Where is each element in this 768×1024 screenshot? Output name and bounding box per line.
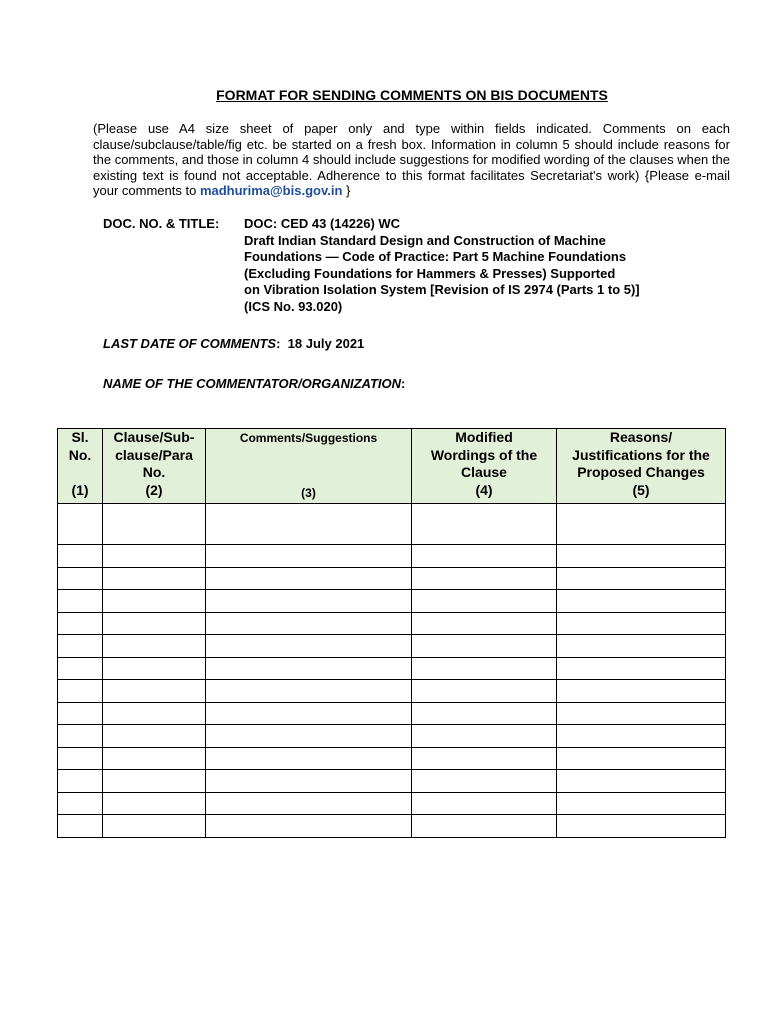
table-cell[interactable] (206, 590, 412, 613)
table-cell[interactable] (206, 504, 412, 545)
header-label: Proposed Changes (577, 464, 705, 480)
table-cell[interactable] (103, 635, 206, 658)
header-number: (4) (475, 481, 493, 498)
table-cell[interactable] (412, 612, 557, 635)
last-date-label: LAST DATE OF COMMENTS (103, 336, 277, 351)
table-cell[interactable] (103, 657, 206, 680)
header-clause (103, 429, 206, 504)
table-row (58, 545, 726, 568)
table-cell[interactable] (58, 612, 103, 635)
header-modified-wordings (412, 429, 557, 504)
table-cell[interactable] (206, 657, 412, 680)
header-label: Justifications for the (572, 446, 710, 463)
table-cell[interactable] (206, 702, 412, 725)
table-cell[interactable] (557, 504, 726, 545)
table-row (58, 770, 726, 793)
table-cell[interactable] (103, 792, 206, 815)
table-cell[interactable] (557, 635, 726, 658)
header-label: Wordings of the (430, 446, 538, 463)
table-cell[interactable] (58, 567, 103, 590)
table-row (58, 815, 726, 838)
header-reasons (557, 429, 726, 504)
table-cell[interactable] (412, 567, 557, 590)
table-cell[interactable] (557, 680, 726, 703)
header-label: Comments/Suggestions (239, 431, 378, 445)
table-cell[interactable] (58, 657, 103, 680)
doc-details (103, 216, 743, 315)
instructions-paragraph (93, 121, 730, 199)
table-cell[interactable] (103, 680, 206, 703)
doc-title-line: (Excluding Foundations for Hammers & Presses) Supported (244, 265, 616, 281)
table-row (58, 635, 726, 658)
doc-title (244, 233, 743, 316)
table-row (58, 702, 726, 725)
table-cell[interactable] (103, 545, 206, 568)
table-cell[interactable] (206, 545, 412, 568)
instructions-text: (Please use A4 size sheet of paper only and type within fields indicated. Comments on each clause/subclause/table/fig etc. be started on a fresh box. Information in column 5 should include reasons for the comments, and those in column 4 should include suggestions for modified wording of the clauses when the existing text is found not acceptable. Adherence to this format facilitates Secretariat's work) {Please e-mail your comments to (93, 121, 730, 198)
document-title: FORMAT FOR SENDING COMMENTS ON BIS DOCUMENTS (216, 87, 608, 103)
table-cell[interactable] (412, 747, 557, 770)
table-cell[interactable] (103, 815, 206, 838)
table-cell[interactable] (557, 725, 726, 748)
table-cell[interactable] (103, 504, 206, 545)
table-row (58, 680, 726, 703)
table-cell[interactable] (412, 792, 557, 815)
header-number: (2) (145, 481, 163, 498)
table-row (58, 590, 726, 613)
header-label: Clause (461, 464, 507, 480)
header-label: No. (68, 446, 92, 463)
table-cell[interactable] (103, 747, 206, 770)
header-sl-no (58, 429, 103, 504)
table-row (58, 657, 726, 680)
doc-title-line: Foundations — Code of Practice: Part 5 Machine Foundations (244, 249, 627, 264)
table-row (58, 747, 726, 770)
table-cell[interactable] (206, 770, 412, 793)
table-cell[interactable] (557, 590, 726, 613)
table-cell[interactable] (412, 770, 557, 793)
doc-title-line: on Vibration Isolation System [Revision of IS 2974 (Parts 1 to 5)] (244, 282, 640, 297)
table-cell[interactable] (103, 567, 206, 590)
table-cell[interactable] (206, 635, 412, 658)
table-cell[interactable] (58, 635, 103, 658)
table-cell[interactable] (557, 702, 726, 725)
header-label: Sl. (71, 429, 89, 445)
doc-number: DOC: CED 43 (14226) WC (244, 216, 401, 231)
table-cell[interactable] (557, 567, 726, 590)
table-cell[interactable] (557, 792, 726, 815)
table-cell[interactable] (58, 747, 103, 770)
header-label: Modified (455, 429, 513, 445)
doc-title-line: Draft Indian Standard Design and Construction of Machine (244, 232, 606, 248)
header-label: clause/Para (115, 446, 193, 463)
table-cell[interactable] (58, 504, 103, 545)
header-label: Reasons/ (609, 429, 673, 445)
table-cell[interactable] (412, 504, 557, 545)
header-number: (5) (632, 481, 650, 498)
table-row (58, 792, 726, 815)
last-date: LAST DATE OF COMMENTS: 18 July 2021 (103, 336, 365, 351)
table-cell[interactable] (557, 657, 726, 680)
table-cell[interactable] (412, 657, 557, 680)
table-cell[interactable] (206, 567, 412, 590)
table-cell[interactable] (103, 702, 206, 725)
table-cell[interactable] (103, 725, 206, 748)
table-cell[interactable] (103, 612, 206, 635)
table-cell[interactable] (58, 815, 103, 838)
table-cell[interactable] (557, 612, 726, 635)
table-cell[interactable] (206, 792, 412, 815)
doc-title-line: (ICS No. 93.020) (244, 298, 343, 314)
table-row (58, 504, 726, 545)
email-link[interactable]: madhurima@bis.gov.in (199, 183, 343, 198)
table-cell[interactable] (412, 702, 557, 725)
table-cell[interactable] (412, 680, 557, 703)
table-cell[interactable] (206, 725, 412, 748)
table-cell[interactable] (58, 792, 103, 815)
table-cell[interactable] (412, 725, 557, 748)
table-row (58, 612, 726, 635)
last-date-value: 18 July 2021 (287, 336, 365, 351)
table-cell[interactable] (58, 725, 103, 748)
instructions-closing: } (342, 183, 351, 198)
table-cell[interactable] (58, 770, 103, 793)
header-number: (1) (71, 482, 89, 498)
table-header-row (58, 429, 726, 504)
table-cell[interactable] (557, 770, 726, 793)
table-cell[interactable] (206, 747, 412, 770)
table-cell[interactable] (206, 612, 412, 635)
header-number: (3) (301, 485, 316, 500)
table-cell[interactable] (58, 590, 103, 613)
table-cell[interactable] (412, 545, 557, 568)
table-row (58, 567, 726, 590)
comments-table (57, 428, 726, 838)
table-cell[interactable] (557, 747, 726, 770)
table-cell[interactable] (103, 770, 206, 793)
table-cell[interactable] (412, 635, 557, 658)
table-cell[interactable] (58, 545, 103, 568)
table-body (58, 504, 726, 838)
table-cell[interactable] (557, 545, 726, 568)
table-cell[interactable] (58, 680, 103, 703)
table-cell[interactable] (412, 815, 557, 838)
table-cell[interactable] (103, 590, 206, 613)
table-row (58, 725, 726, 748)
commentator-label: NAME OF THE COMMENTATOR/ORGANIZATION (103, 376, 402, 391)
header-comments (206, 429, 412, 504)
doc-label: DOC. NO. & TITLE: (103, 216, 220, 231)
table-cell[interactable] (206, 680, 412, 703)
header-label: No. (142, 464, 166, 480)
table-cell[interactable] (206, 815, 412, 838)
table-cell[interactable] (557, 815, 726, 838)
header-label: Clause/Sub- (113, 429, 195, 445)
commentator: NAME OF THE COMMENTATOR/ORGANIZATION: (103, 376, 406, 391)
table-cell[interactable] (58, 702, 103, 725)
table-cell[interactable] (412, 590, 557, 613)
